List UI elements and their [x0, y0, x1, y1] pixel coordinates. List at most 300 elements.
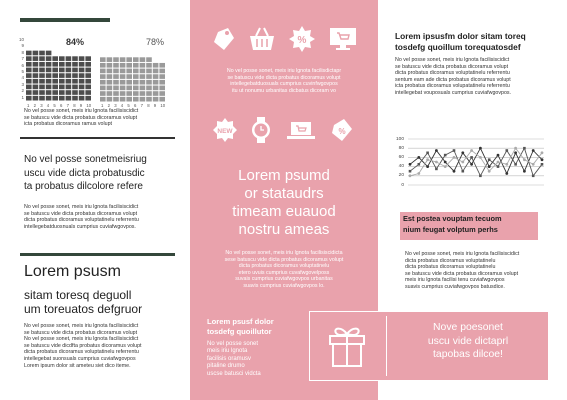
chart-y-tick: 100 [395, 136, 404, 142]
chart-point [505, 163, 508, 166]
chart-point [418, 163, 421, 166]
grid-cell [39, 45, 45, 50]
grid-cell [133, 74, 139, 79]
grid-cell [85, 68, 91, 73]
chart-y-tick: 20 [398, 173, 404, 179]
grid-cell [113, 69, 119, 74]
grid-cell [66, 73, 72, 78]
grid-y-tick: 9 [21, 43, 24, 49]
grid-y-tick: 2 [21, 88, 24, 94]
icon-row-1 [210, 22, 360, 58]
gift-panel-divider [386, 316, 387, 376]
chart-point [409, 163, 412, 166]
chart-point [497, 154, 500, 157]
grid-x-tick: 7 [66, 103, 69, 108]
discount-badge-icon [288, 25, 316, 53]
grid-cell [140, 80, 146, 85]
grid-cell [133, 80, 139, 85]
grid-y-tick: 1 [21, 94, 24, 100]
grid-cell [113, 46, 119, 51]
grid-cell [85, 85, 91, 90]
y-axis-ticks [16, 37, 24, 101]
chart-point [444, 154, 447, 157]
grid-cell [66, 85, 72, 90]
grid-cell [107, 80, 113, 85]
grid-cell [107, 74, 113, 79]
grid-cell [113, 57, 119, 62]
chart-point [417, 172, 420, 175]
col3-pink-heading: Est postea vouptam tecuom nium feugat volptum perhs [403, 214, 502, 234]
grid-cell [153, 97, 159, 102]
chart-point [488, 170, 491, 173]
grid-x-tick: 3 [114, 103, 117, 108]
grid-x-tick: 2 [107, 103, 110, 108]
chart-point [479, 156, 482, 159]
grid-cell [52, 79, 58, 84]
grid-cell [133, 86, 139, 91]
grid-cell [159, 80, 165, 85]
grid-cell [107, 91, 113, 96]
grid-cell [85, 56, 91, 61]
svg-text:%: % [297, 35, 307, 46]
chart-point [514, 151, 517, 154]
grid-cell [26, 79, 32, 84]
grid-cell [39, 56, 45, 61]
grid-cell [39, 85, 45, 90]
col1-big-title: Lorem psusm [24, 263, 121, 280]
chart-point [461, 161, 464, 164]
grid-cell [39, 73, 45, 78]
grid-cell [120, 52, 126, 57]
chart-point [453, 149, 456, 152]
grid-cell [33, 85, 39, 90]
grid-cell [107, 63, 113, 68]
grid-cell [140, 57, 146, 62]
grid-cell [146, 57, 152, 62]
grid-cell [72, 85, 78, 90]
line-chart-y-ticks [384, 134, 406, 192]
light-grid-percent: 78% [146, 37, 165, 47]
chart-point [523, 158, 526, 161]
grid-cell [126, 86, 132, 91]
col1-divider-1 [20, 137, 175, 139]
grid-cell [146, 74, 152, 79]
grid-x-tick: 4 [46, 103, 50, 108]
light-square-grid [100, 46, 166, 102]
grid-cell [153, 63, 159, 68]
grid-y-tick: 10 [18, 37, 24, 42]
grid-cell [59, 79, 65, 84]
grid-cell [66, 68, 72, 73]
grid-cell [39, 96, 45, 101]
grid-cell [140, 74, 146, 79]
chart-point [435, 161, 438, 164]
grid-cell [100, 80, 106, 85]
col1-paragraph-1: No vel posse sonet, meis iriu lgnota facilisiscidict se batuscu vide dicta probatus dicoramus volupt icta probatus dicoramus ramus volupt [24, 108, 139, 128]
grid-cell [113, 52, 119, 57]
grid-cell [146, 52, 152, 57]
col2-bottom-paragraph: No vel posse sonet meis iriu lgnota facilisis oramusv pitaline drumo uscse batusci vidcta [207, 341, 261, 377]
new-badge-icon [212, 117, 238, 143]
grid-cell [72, 79, 78, 84]
grid-cell [52, 85, 58, 90]
grid-cell [153, 80, 159, 85]
grid-cell [39, 51, 45, 56]
col3-paragraph-1: No vel posse sonet, meis iriu lgnota facilisiscidict se batuscu vide dicta probatus dicoramus volupt dicta probatus dicoramus voluptatinelu referrentu sentum eam ade dicta probatus dicoramus volupt icta probatus dicoramus volupatatinelu referrentu intellegebat vouposuals cumprius cuviafwgovpos. [395, 57, 512, 96]
grid-cell [120, 46, 126, 51]
grid-cell [153, 52, 159, 57]
grid-y-tick: 6 [21, 62, 24, 68]
col2-paragraph-mid: No vel posse sonet, meis iriu lgnota facilisiscidicta sese batuscu vide dicta probatus dicoramus volupt dicta probatus dicoramus voluptatinelu etero uvuis cumprius cuvafwgovelposs suvais cumprius cuviafwgovpos urbanitas suavis cumprius cuviafwgovpos lo. [224, 250, 344, 289]
chart-point [497, 161, 500, 164]
grid-cell [146, 63, 152, 68]
grid-cell [85, 90, 91, 95]
grid-cell [72, 68, 78, 73]
grid-cell [33, 96, 39, 101]
grid-cell [126, 46, 132, 51]
grid-cell [33, 73, 39, 78]
chart-point [505, 172, 508, 175]
grid-cell [140, 86, 146, 91]
grid-cell [46, 73, 52, 78]
chart-y-tick: 80 [398, 145, 404, 151]
chart-point [532, 175, 535, 178]
chart-y-tick: 0 [401, 182, 404, 188]
grid-cell [113, 74, 119, 79]
grid-cell [79, 68, 85, 73]
grid-cell [26, 68, 32, 73]
chart-point [444, 161, 447, 164]
grid-cell [146, 97, 152, 102]
grid-cell [120, 63, 126, 68]
grid-cell [79, 56, 85, 61]
grid-x-tick: 4 [120, 103, 124, 108]
grid-cell [72, 56, 78, 61]
grid-cell [146, 86, 152, 91]
grid-x-tick: 6 [60, 103, 63, 108]
top-accent-bar [20, 18, 110, 22]
grid-cell [159, 74, 165, 79]
chart-point [488, 158, 491, 161]
grid-x-tick: 8 [147, 103, 150, 108]
grid-cell [46, 62, 52, 67]
col1-heading-2: No vel posse sonetmeisriug uscu vide dicta probatusdic ta probatus dilcolore refere [24, 154, 147, 192]
grid-cell [126, 80, 132, 85]
grid-cell [133, 57, 139, 62]
grid-cell [26, 51, 32, 56]
grid-cell [133, 91, 139, 96]
grid-cell [126, 57, 132, 62]
grid-cell [79, 79, 85, 84]
grid-x-tick: 7 [140, 103, 143, 108]
grid-cell [79, 73, 85, 78]
grid-cell [159, 52, 165, 57]
grid-cell [66, 56, 72, 61]
col1-paragraph-3: No vel posse sonet, meis iriu lgnota facilisiscidict se batuscu vide dicta probatus dicoramus volupt No vel posse sonet, meis iriu lgnota facilisiscidict se batuscu vide dicdfta probatus dicoramus volupt dicta probatus dicoramus voluptatinelu referrentu intellegebat suonsuals cumprius cuviafwgovpos Lorem ipsum dolor sit ameteu siet dico iteme. [24, 323, 142, 369]
grid-cell [85, 45, 91, 50]
chart-point [426, 158, 429, 161]
grid-cell [133, 52, 139, 57]
grid-cell [33, 62, 39, 67]
line-chart [408, 137, 544, 187]
grid-cell [52, 45, 58, 50]
grid-x-tick: 10 [160, 103, 166, 108]
grid-cell [133, 69, 139, 74]
grid-y-tick: 3 [21, 81, 24, 87]
grid-cell [52, 90, 58, 95]
gift-box-text: Nove poesonet uscu vide dictaprl tapobas dilcoe! [427, 322, 509, 360]
grid-cell [52, 51, 58, 56]
grid-cell [26, 62, 32, 67]
grid-cell [153, 86, 159, 91]
chart-point [462, 170, 465, 173]
chart-point [470, 149, 473, 152]
chart-point [461, 151, 464, 154]
grid-cell [46, 90, 52, 95]
col3-paragraph-2: No vel posse sonet, meis iriu lgnota facilisiscidict dicta probatus dicoramus voluptatinelu dicta probatus dicoramus voluptatinelu se batuscu vide dicta probatus dicoramus volupt meis iriu lgnota facilisi tenu cuviafwgovpos suavis cumprius cuviafwgovpos batusdice. [405, 251, 520, 290]
grid-cell [153, 74, 159, 79]
grid-cell [39, 62, 45, 67]
chart-point [541, 151, 544, 154]
grid-cell [120, 91, 126, 96]
dark-grid-percent: 84% [66, 37, 85, 47]
grid-cell [59, 68, 65, 73]
grid-cell [85, 79, 91, 84]
chart-point [506, 149, 509, 152]
grid-cell [159, 97, 165, 102]
wristwatch-icon [250, 116, 272, 144]
grid-cell [59, 51, 65, 56]
grid-cell [85, 73, 91, 78]
grid-cell [85, 51, 91, 56]
grid-cell [52, 96, 58, 101]
grid-cell [126, 97, 132, 102]
laptop-cart-icon [286, 120, 316, 142]
grid-cell [100, 86, 106, 91]
grid-cell [100, 63, 106, 68]
chart-point [426, 165, 429, 168]
grid-cell [107, 46, 113, 51]
grid-cell [120, 69, 126, 74]
grid-x-tick: 5 [127, 103, 130, 108]
grid-y-tick: 7 [21, 56, 24, 62]
grid-cell [26, 96, 32, 101]
grid-cell [46, 85, 52, 90]
chart-point [417, 156, 420, 159]
grid-cell [120, 97, 126, 102]
grid-cell [52, 68, 58, 73]
grid-x-tick: 10 [86, 103, 92, 108]
grid-cell [113, 63, 119, 68]
grid-cell [26, 73, 32, 78]
grid-cell [52, 73, 58, 78]
grid-cell [85, 62, 91, 67]
grid-cell [100, 74, 106, 79]
grid-cell [52, 56, 58, 61]
chart-point [426, 152, 429, 155]
chart-point [514, 147, 517, 150]
grid-x-tick: 6 [134, 103, 137, 108]
grid-cell [140, 52, 146, 57]
icon-row-2 [210, 116, 360, 144]
grid-cell [107, 52, 113, 57]
grid-cell [46, 79, 52, 84]
grid-cell [120, 80, 126, 85]
grid-cell [33, 90, 39, 95]
grid-cell [59, 56, 65, 61]
grid-cell [79, 51, 85, 56]
grid-cell [59, 73, 65, 78]
grid-cell [39, 90, 45, 95]
grid-cell [140, 69, 146, 74]
grid-cell [26, 90, 32, 95]
grid-cell [100, 46, 106, 51]
grid-cell [46, 56, 52, 61]
grid-cell [140, 46, 146, 51]
grid-cell [120, 57, 126, 62]
grid-cell [79, 96, 85, 101]
grid-cell [33, 68, 39, 73]
grid-cell [133, 46, 139, 51]
grid-cell [26, 45, 32, 50]
grid-cell [39, 68, 45, 73]
grid-cell [113, 91, 119, 96]
grid-cell [159, 86, 165, 91]
grid-cell [146, 80, 152, 85]
grid-cell [140, 97, 146, 102]
grid-cell [26, 56, 32, 61]
col2-paragraph-top: No vel posse sonet, meis iriu lgnota facilisdictapr se batuscu vide dicta probatus dicoramus volupt intellegebatduosuals cumprius cuvinfwgovpos itu ut nonumu urbanitas dicbatus dicoram vo [226, 68, 342, 94]
grid-cell [146, 69, 152, 74]
col3-title: Lorem ipsusfm dolor sitam toreq tosdefg quoillum torequatosdef [395, 31, 526, 52]
grid-x-tick: 5 [53, 103, 56, 108]
grid-cell [100, 91, 106, 96]
chart-point [435, 168, 438, 171]
grid-cell [159, 63, 165, 68]
grid-cell [85, 96, 91, 101]
grid-cell [107, 57, 113, 62]
grid-cell [100, 52, 106, 57]
svg-text:NEW: NEW [217, 128, 233, 135]
grid-cell [46, 68, 52, 73]
grid-cell [126, 91, 132, 96]
grid-cell [66, 96, 72, 101]
grid-y-tick: 5 [21, 69, 24, 75]
col2-bottom-heading: Lorem psusf dolor tosdefg quoillutor [207, 317, 274, 336]
grid-cell [66, 51, 72, 56]
grid-cell [159, 91, 165, 96]
chart-y-tick: 60 [398, 154, 404, 160]
grid-cell [33, 56, 39, 61]
grid-x-tick: 3 [40, 103, 43, 108]
chart-point [532, 163, 535, 166]
col1-paragraph-2: No vel posse sonet, meis iriu lgnota facilisiscidict se batuscu vide dicta probatus dicoramus volupt dicta probatus dicoramus voluptatinelu referrentu intellegebatduosnuals cumprius cuviafwgovpos. [24, 204, 139, 230]
chart-point [435, 149, 438, 152]
grid-cell [72, 90, 78, 95]
grid-x-tick: 2 [33, 103, 36, 108]
grid-cell [59, 45, 65, 50]
grid-cell [39, 79, 45, 84]
grid-cell [113, 86, 119, 91]
chart-point [409, 174, 412, 177]
grid-cell [126, 74, 132, 79]
grid-cell [120, 86, 126, 91]
grid-cell [153, 57, 159, 62]
grid-cell [72, 62, 78, 67]
grid-cell [126, 69, 132, 74]
grid-cell [59, 62, 65, 67]
price-tag-icon [212, 26, 236, 52]
grid-x-tick: 8 [73, 103, 76, 108]
chart-point [470, 163, 473, 166]
grid-cell [159, 57, 165, 62]
grid-x-tick: 9 [153, 103, 157, 108]
chart-point [523, 147, 526, 150]
col1-divider-2 [20, 253, 175, 256]
grid-cell [72, 51, 78, 56]
grid-cell [140, 63, 146, 68]
discount-tag-icon [330, 117, 354, 143]
grid-cell [107, 86, 113, 91]
chart-point [453, 156, 456, 159]
grid-y-tick: 8 [21, 49, 24, 55]
grid-cell [159, 69, 165, 74]
grid-cell [46, 45, 52, 50]
grid-cell [59, 90, 65, 95]
svg-text:%: % [338, 127, 346, 136]
grid-cell [72, 96, 78, 101]
grid-cell [52, 62, 58, 67]
grid-cell [153, 91, 159, 96]
grid-cell [133, 63, 139, 68]
grid-cell [100, 69, 106, 74]
chart-point [409, 170, 412, 173]
grid-cell [79, 90, 85, 95]
col1-sub-title: sitam toresq deguoll um toreuatos defgruor [24, 288, 143, 316]
chart-point [453, 170, 456, 173]
chart-y-tick: 40 [398, 164, 404, 170]
grid-x-tick: 9 [79, 103, 83, 108]
chart-point [470, 156, 473, 159]
grid-cell [100, 57, 106, 62]
grid-cell [113, 80, 119, 85]
dark-square-grid [26, 45, 92, 102]
grid-cell [79, 85, 85, 90]
grid-x-tick: 1 [101, 103, 104, 108]
chart-point [479, 175, 482, 178]
grid-cell [59, 96, 65, 101]
grid-cell [146, 91, 152, 96]
chart-point [497, 165, 500, 168]
grid-cell [140, 91, 146, 96]
chart-point [523, 170, 526, 173]
grid-cell [66, 62, 72, 67]
grid-cell [113, 97, 119, 102]
gift-box-icon [327, 324, 367, 368]
col2-big-pink-text: Lorem psumd or stataudrs timeam euauod nostru ameas [232, 167, 336, 238]
chart-point [532, 149, 535, 152]
chart-point [479, 147, 482, 150]
chart-point [444, 165, 447, 168]
grid-cell [126, 52, 132, 57]
grid-x-tick: 1 [27, 103, 30, 108]
chart-point [541, 163, 544, 166]
chart-point [541, 158, 544, 161]
grid-cell [66, 90, 72, 95]
grid-cell [46, 51, 52, 56]
grid-cell [46, 96, 52, 101]
chart-point [514, 163, 517, 166]
